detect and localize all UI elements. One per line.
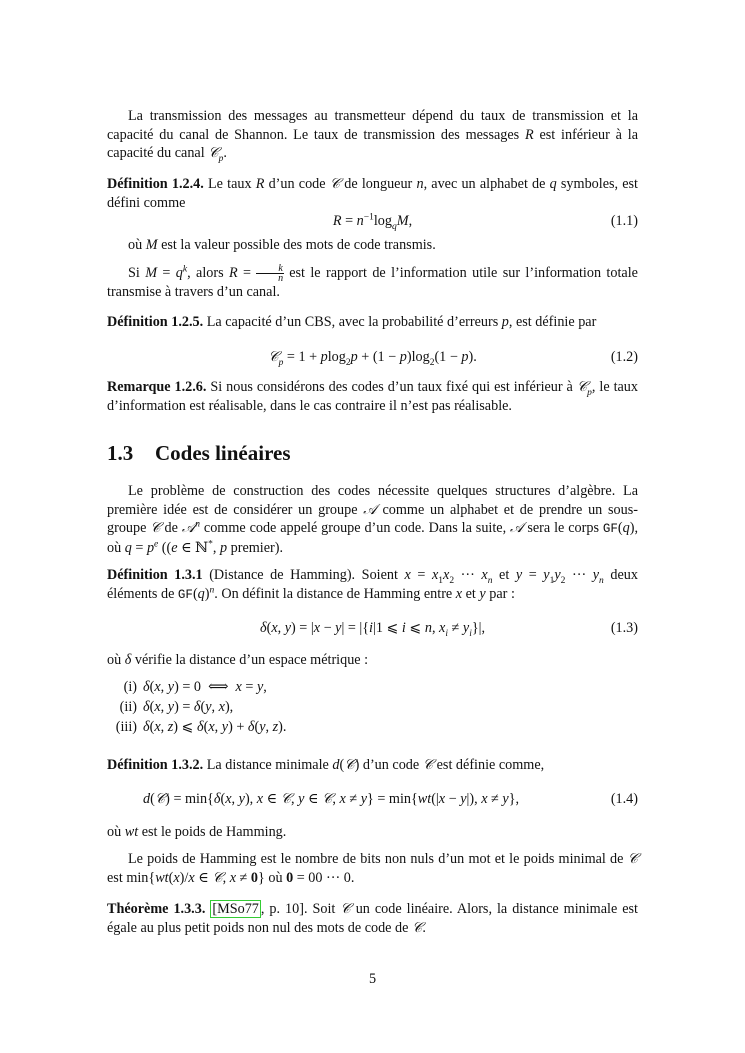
equation-number: (1.1) [610, 213, 638, 230]
definition-name: (Distance de Hamming). [202, 567, 356, 583]
definition-label: Définition 1.2.5. [107, 314, 204, 330]
equation-number: (1.3) [610, 620, 638, 637]
equation-number: (1.4) [610, 790, 638, 807]
theorem-1-3-3: Théorème 1.3.3. [MSo77 , p. 10]. Soit 𝒞 un code linéaire. Alors, la distance minimale est égale au plus petit poids non nul des mots de code de 𝒞. [107, 901, 638, 936]
equation-1-3: δ(x, y) = |x − y| = |{i|1 ⩽ i ⩽ n, $x_i \ne y_i\}|$, (1.3) [259, 620, 638, 640]
definition-1-3-1: Définition 1.3.1 (Distance de Hamming). Soient $x = x_1x_2$ ··· $x_n$ et $y = y_1y_2$ ··· $y_n$ deux éléments de $GF(q)^n$. On définit la distance de Hamming entre x et y par : δ(x, y) = |x − y| = |{i|1 ⩽ i ⩽ n, $x_i \ne y_i\}|$, (1.3) où δ vérifie la distance d’un espace métrique : [107, 567, 638, 669]
citation-link[interactable]: [MSo77 [212, 901, 259, 917]
definition-1-2-5: Définition 1.2.5. La capacité d’un CBS, avec la probabilité d’erreurs p, est définie par 𝒞$_p$ = $1 + plog_2p + (1 - p)\log_2(1 - p)$. (1.2) [107, 314, 638, 368]
theorem-label: Théorème 1.3.3. [107, 901, 206, 917]
metric-properties-list [107, 678, 638, 738]
section-number: 1.3 [107, 441, 134, 465]
list-item: (ii) δ(x, y) = δ(y, x), [119, 699, 234, 715]
equation-1-1: $R = n^{-1}\log_qM$, (1.1) [332, 212, 638, 233]
definition-1-3-2: Définition 1.3.2. La distance minimale d(𝒞) d’un code 𝒞 est définie comme, d(𝒞) = min{δ(x, y), x ∈ 𝒞, y ∈ 𝒞, x ≠ y} = min{wt(|x − y|), x ≠ y}, (1.4) où wt est le poids de Hamming. [107, 757, 638, 840]
paragraph-transmission: La transmission des messages au transmetteur dépend du taux de transmission et la capacité du canal de Shannon. Le taux de transmission des messages R est inférieur à la capacité du canal 𝒞$_p$. [107, 108, 638, 165]
list-item: (iii) δ(x, z) ⩽ δ(x, y) + δ(y, z). [115, 719, 287, 735]
remark-label: Remarque 1.2.6. [107, 379, 207, 395]
paragraph-linear-codes: Le problème de construction des codes nécessite quelques structures d’algèbre. La première idée est de considérer un groupe 𝒜 comme un alphabet et de prendre un sous-groupe 𝒞 de 𝒜$^n$ comme code appelé groupe d’un code. Dans la suite, 𝒜 sera le corps GF(q), où $q = p^e$ ((e ∈ ℕ*, p premier). [107, 483, 638, 556]
paragraph-hamming-weight: Le poids de Hamming est le nombre de bits non nuls d’un mot et le poids minimal de 𝒞 est min{wt(x)/x ∈ 𝒞, x ≠ 0} où 0 = 00 ··· 0. [107, 851, 638, 886]
section-heading [107, 440, 291, 466]
definition-label: Définition 1.3.2. [107, 757, 204, 773]
page-number: 5 [368, 971, 377, 987]
list-item: (i) δ(x, y) = 0 ⟺ x = y, [123, 679, 267, 695]
equation-1-4: d(𝒞) = min{δ(x, y), x ∈ 𝒞, y ∈ 𝒞, x ≠ y} = min{wt(|x − y|), x ≠ y}, (1.4) [143, 790, 638, 807]
equation-1-2: 𝒞$_p$ = $1 + plog_2p + (1 - p)\log_2(1 - p)$. (1.2) [268, 348, 638, 368]
paragraph-rate-ratio: Si $M = q^k$, alors R = $\frac{k}{n}$ est le rapport de l’information utile sur l’information totale transmise à travers d’un canal. [107, 263, 638, 301]
definition-1-2-4: Définition 1.2.4. Le taux R d’un code 𝒞 de longueur n, avec un alphabet de q symboles, est défini comme $R = n^{-1}\log_qM$, (1.1) où M est la valeur possible des mots de code transmis. [107, 176, 639, 254]
definition-label: Définition 1.2.4. [107, 176, 204, 192]
remark-1-2-6: Remarque 1.2.6. Si nous considérons des codes d’un taux fixé qui est inférieur à 𝒞$_p$, le taux d’information est réalisable, dans le cas contraire il n’est pas réalisable. [107, 379, 638, 414]
equation-number: (1.2) [610, 348, 638, 365]
section-title: Codes linéaires [155, 441, 291, 465]
definition-label: Définition 1.3.1 [107, 567, 203, 583]
